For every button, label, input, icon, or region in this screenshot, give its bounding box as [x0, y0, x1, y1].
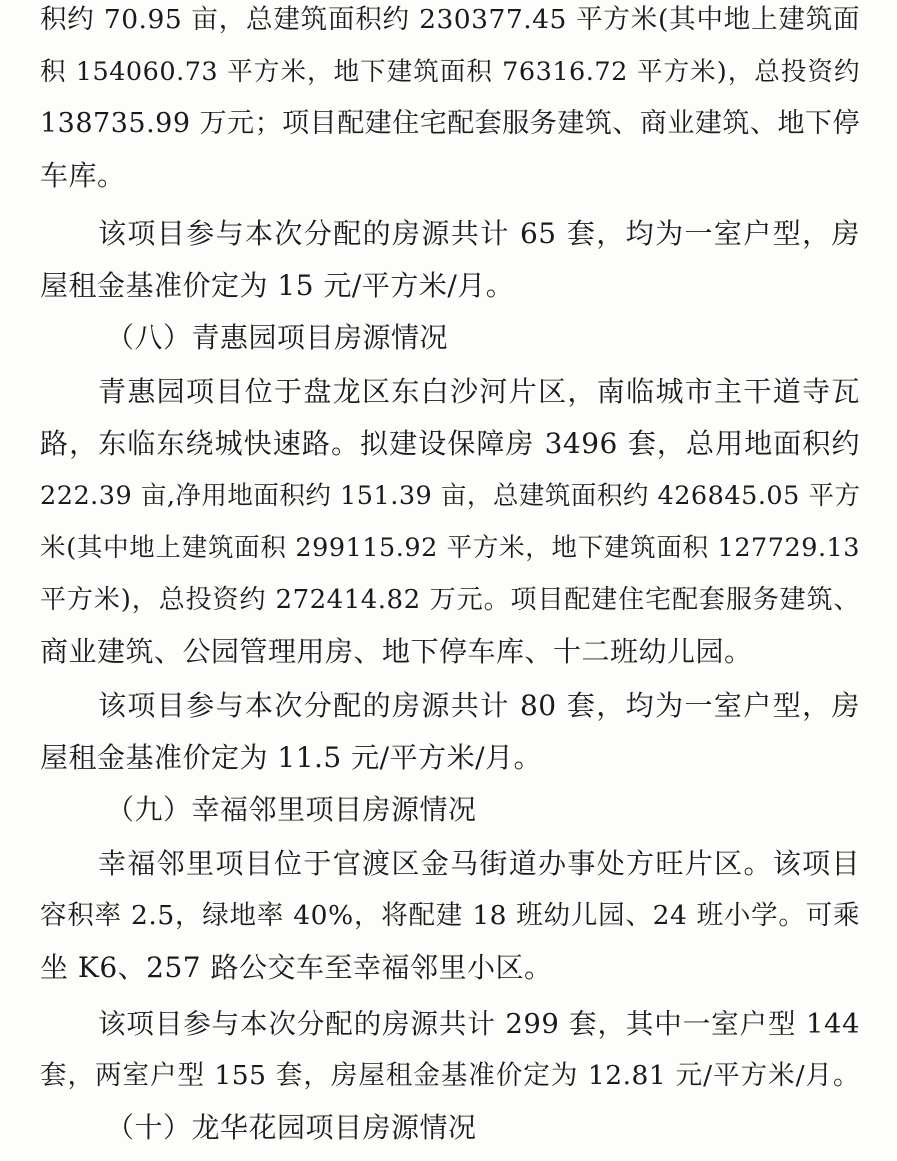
text-line: 商业建筑、公园管理用房、地下停车库、十二班幼儿园。 — [40, 635, 753, 668]
text-line: 积 154060.73 平方米，地下建筑面积 76316.72 平方米)，总投资约 — [40, 57, 860, 87]
text-line: 该项目参与本次分配的房源共计 299 套，其中一室户型 144 — [98, 1008, 860, 1040]
section-heading: （八）青惠园项目房源情况 — [106, 321, 449, 354]
text-line: 屋租金基准价定为 15 元/平方米/月。 — [40, 269, 515, 302]
text-line: 该项目参与本次分配的房源共计 65 套，均为一室户型，房 — [98, 217, 860, 250]
text-line: 138735.99 万元；项目配建住宅配套服务建筑、商业建筑、地下停 — [40, 108, 860, 139]
text-line: 幸福邻里项目位于官渡区金马街道办事处方旺片区。该项目 — [98, 847, 860, 880]
text-line: 该项目参与本次分配的房源共计 80 套，均为一室户型，房 — [98, 689, 860, 722]
text-line: 坐 K6、257 路公交车至幸福邻里小区。 — [40, 951, 553, 984]
text-line: 平方米)，总投资约 272414.82 万元。项目配建住宅配套服务建筑、 — [40, 585, 860, 615]
text-line: 青惠园项目位于盘龙区东白沙河片区，南临城市主干道寺瓦 — [98, 375, 860, 408]
text-line: 米(其中地上建筑面积 299115.92 平方米，地下建筑面积 127729.13 — [40, 533, 860, 563]
section-heading: （十）龙华花园项目房源情况 — [106, 1111, 477, 1144]
text-line: 路，东临东绕城快速路。拟建设保障房 3496 套，总用地面积约 — [40, 427, 860, 460]
text-line: 套，两室户型 155 套，房屋租金基准价定为 12.81 元/平方米/月。 — [40, 1060, 860, 1091]
text-line: 222.39 亩,净用地面积约 151.39 亩，总建筑面积约 426845.05 平方 — [40, 481, 861, 511]
text-line: 积约 70.95 亩，总建筑面积约 230377.45 平方米(其中地上建筑面 — [40, 4, 860, 35]
text-line: 屋租金基准价定为 11.5 元/平方米/月。 — [40, 741, 543, 774]
section-heading: （九）幸福邻里项目房源情况 — [106, 793, 477, 826]
text-line: 车库。 — [40, 159, 126, 192]
text-line: 容积率 2.5，绿地率 40%，将配建 18 班幼儿园、24 班小学。可乘 — [40, 900, 860, 931]
